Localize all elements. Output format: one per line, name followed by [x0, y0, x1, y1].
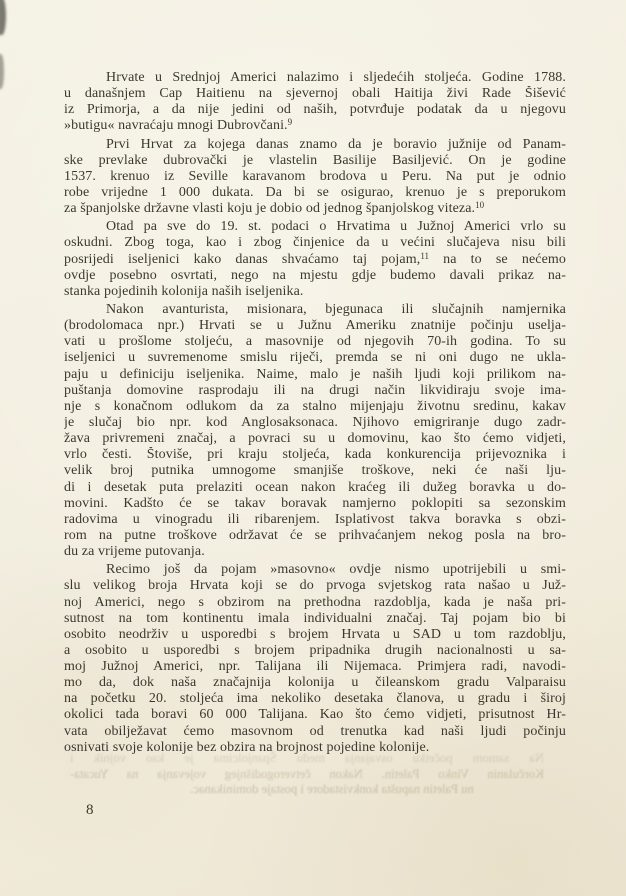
text-line: je slučaj bio npr. kod Anglosaksonaca. Njihovo emigriranje dugo zadr- [64, 414, 566, 430]
text-line: vati u prošlome stoljeću, a masovnije od njegovih 70-ih godina. To su [64, 334, 566, 350]
text-line: iz Primorja, a da nije jedini od naših, potvrđuje podatak da u njegovu [64, 102, 566, 118]
text-line: du za vrijeme putovanja. [64, 544, 205, 560]
text-line: 1537. krenuo iz Seville karavanom brodova u Peru. Na put je odnio [64, 168, 566, 184]
text-line: di i desetak puta prelaziti ocean nakon kraćeg ili dužeg boravka u do- [64, 479, 566, 495]
scan-edge-artifact-top [0, 0, 6, 35]
paragraph [64, 302, 566, 560]
text-line: okolici tada boravi 60 000 Talijana. Kao što ćemo vidjeti, prisutnost Hr- [64, 707, 566, 723]
text-line: mo da, dok naša značajnija kolonija u čileanskom gradu Valparaisu [64, 675, 566, 691]
text-line: sutnost na tom kontinentu imala individualni značaj. Taj pojam bio bi [64, 610, 566, 626]
text-line: velik broj putnika umnogome smanjiše troškove, neki će naši lju- [64, 463, 566, 479]
text-line: posrijedi iseljenici kako danas shvaćamo taj pojam,$^{11}$ na to se nećemo [64, 251, 566, 267]
text-line: osnivati svoje kolonije bez obzira na brojnost pojedine kolonije. [64, 739, 430, 755]
text-line: »butigu« navraćaju mnogi Dubrovčani.$^9$ [64, 118, 293, 134]
show-through-text [70, 751, 544, 798]
text-line: rom na putne troškove održavat će se prihvaćanjem nekog posla na bro- [64, 527, 566, 543]
page-number: 8 [86, 802, 94, 818]
footnote-reference: 10 [475, 201, 485, 211]
text-line: robe vrijedne 1 000 dukata. Da bi se osigurao, krenuo je s preporukom [64, 184, 566, 200]
text-line: radovima u vinogradu ili ribarenjem. Isplativost takva boravka s obzi- [64, 511, 566, 527]
paragraph [64, 562, 566, 756]
show-through-line: nu Paletin napušta konkvistadore i postaje dominikanac. [190, 782, 474, 797]
text-line: paju u definiciju iseljenika. Naime, malo je naših ljudi koji prilikom na- [64, 366, 566, 382]
text-line: Otad pa sve do 19. st. podaci o Hrvatima u Južnoj Americi vrlo su [106, 219, 566, 235]
text-line: Recimo još da pojam »masovno« ovdje nismo upotrijebili u smi- [106, 562, 566, 578]
show-through-line: Korčulanin Vinko Paletin. Nakon četverogodišnjeg vojevanja na Yucata- [70, 766, 544, 781]
text-line: movini. Kadšto će se takav boravak namjerno poklopiti sa sezonskim [64, 495, 566, 511]
text-line: slu velikog broja Hrvata koji se do prvoga svjetskog rata našao u Juž- [64, 578, 566, 594]
text-line: Hrvate u Srednjoj Americi nalazimo i sljedećih stoljeća. Godine 1788. [106, 70, 566, 85]
text-line: u današnjem Cap Haitienu na sjevernoj obali Haitija živi Rade Šišević [64, 86, 566, 102]
footnote-reference: 9 [287, 118, 293, 128]
text-line: ske prevlake dubrovački je vlastelin Basilije Basiljević. On je godine [64, 152, 566, 168]
footnote-reference: 11 [420, 251, 429, 261]
text-line: ovdje posebno osvrtati, nego na mjestu gdje budemo davali prikaz na- [64, 267, 566, 283]
text-line: iseljenici u suvremenome smislu riječi, premda se ni oni dugo ne ukla- [64, 350, 566, 366]
text-line: vata obilježavat ćemo masovnom od trenutka kad naši ljudi počinju [64, 723, 566, 739]
paragraph [64, 219, 566, 300]
text-line: na početku 20. stoljeća ima nekoliko desetaka članova, u gradu i široj [64, 691, 566, 707]
text-line: nje s konačnom odlukom da za stalno mijenjaju životnu sredinu, kakav [64, 398, 566, 414]
text-line: (brodolomaca npr.) Hrvati se u Južnu Ameriku znatnije počinju uselja- [64, 318, 566, 334]
text-line: oskudni. Zbog toga, kao i zbog činjenice da u većini slučajeva nisu bili [64, 235, 566, 251]
text-line: Prvi Hrvat za kojega danas znamo da je boravio južnije od Panam- [106, 136, 566, 152]
text-line: za španjolske državne vlasti koju je dobio od jednog španjolskog viteza.$^{10}$ [64, 201, 485, 217]
scan-edge-artifact-mid [0, 54, 4, 89]
body-text [64, 70, 566, 756]
show-through-line: Na samom početku osvajanja među Španjolcima je kao vojnik i [70, 751, 544, 765]
paragraph [64, 70, 566, 135]
text-line: noj Americi, nego s obzirom na prethodna razdoblja, kada je naša pri- [64, 594, 566, 610]
text-line: Nakon avanturista, misionara, bjegunaca ili slučajnih namjernika [106, 301, 566, 317]
text-line: osobito neodrživ u usporedbi s brojem Hrvata u SAD u tom razdoblju, [64, 626, 566, 642]
text-line: a osobito u usporedbi s brojem pripadnika drugih nacionalnosti u sa- [64, 642, 566, 658]
text-line: vrlo česti. Štoviše, pri kraju stoljeća, kada konkurencija prijevoznika i [64, 447, 566, 463]
text-line: žava privremeni značaj, a povraci su u domovinu, kao što ćemo vidjeti, [64, 431, 566, 447]
text-line: stanka pojedinih kolonija naših iseljenika. [64, 283, 304, 299]
paragraph [64, 137, 566, 218]
text-line: moj Južnoj Americi, npr. Talijana ili Nijemaca. Primjera radi, navodi- [64, 659, 566, 675]
text-line: puštanja domovine rasprodaju ili na drugi način likvidiraju svoje ima- [64, 382, 566, 398]
